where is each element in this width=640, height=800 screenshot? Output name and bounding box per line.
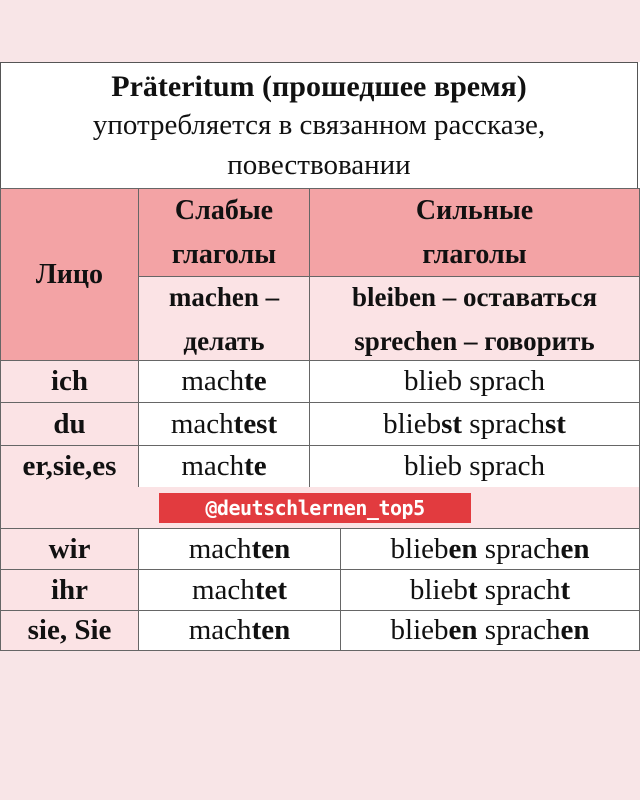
strong-form-cell	[340, 569, 640, 611]
strong2-ending: t	[560, 573, 571, 606]
strong2-stem: sprach	[484, 614, 561, 646]
strong2-ending: en	[560, 532, 590, 565]
person-label: er,sie,es	[22, 450, 117, 482]
strong-form	[404, 450, 545, 483]
person-label: wir	[48, 532, 91, 565]
strong2-stem: sprach	[469, 450, 545, 482]
weak-form	[189, 533, 290, 566]
header-weak	[138, 188, 310, 277]
strong-form	[391, 533, 590, 566]
strong-example-line2: sprechen – говорить	[354, 325, 595, 356]
weak-example-line1: machen –	[168, 281, 280, 312]
person-cell	[0, 528, 139, 570]
weak-stem: mach	[181, 450, 245, 482]
strong2-ending: en	[560, 614, 590, 646]
header-strong-example	[309, 276, 640, 361]
person-cell	[0, 569, 139, 611]
weak-ending: test	[233, 407, 278, 440]
subtitle-line-2: повествовании	[227, 149, 411, 181]
strong1-stem: blieb	[404, 450, 463, 482]
strong2-stem: sprach	[469, 365, 545, 397]
weak-form	[181, 365, 266, 398]
title-box	[0, 62, 638, 189]
page-title: Präteritum (прошедшее время)	[111, 70, 527, 103]
weak-stem: mach	[192, 573, 255, 606]
strong-form-cell	[340, 610, 640, 651]
person-label: ihr	[50, 573, 89, 606]
person-cell	[0, 445, 139, 488]
header-strong-line1: Сильные	[415, 194, 534, 226]
header-person-label: Лицо	[35, 258, 104, 290]
strong-form-cell	[309, 445, 640, 488]
strong2-stem: sprach	[484, 573, 561, 606]
person-cell	[0, 360, 139, 403]
header-weak-example	[138, 276, 310, 361]
strong-form-cell	[340, 528, 640, 570]
header-weak-line1: Слабые	[174, 194, 274, 226]
strong1-ending: t	[467, 573, 478, 606]
person-cell	[0, 610, 139, 651]
strong1-stem: blieb	[404, 365, 463, 397]
header-person	[0, 188, 139, 361]
strong1-stem: blieb	[409, 573, 468, 606]
weak-form-cell	[138, 610, 341, 651]
weak-form	[189, 614, 290, 647]
strong-form-cell	[309, 402, 640, 446]
weak-form-cell	[138, 569, 341, 611]
subtitle-line-1: употребляется в связанном рассказе,	[92, 109, 546, 141]
header-weak-line2: глаголы	[171, 238, 277, 270]
strong2-ending: st	[544, 407, 566, 440]
strong-example-line1: bleiben – оставаться	[351, 281, 598, 312]
weak-ending: ten	[251, 614, 291, 646]
strong-form	[391, 614, 590, 647]
weak-form-cell	[138, 445, 310, 488]
weak-form	[171, 408, 277, 441]
strong-form	[404, 365, 545, 398]
weak-stem: mach	[188, 614, 252, 646]
strong1-ending: en	[448, 614, 478, 646]
strong1-stem: blieb	[390, 614, 449, 646]
strong2-stem: sprach	[469, 407, 545, 440]
weak-ending: tet	[254, 573, 287, 606]
strong-form	[410, 574, 570, 607]
weak-stem: mach	[181, 365, 245, 397]
person-label: du	[53, 407, 86, 440]
weak-form-cell	[138, 360, 310, 403]
person-cell	[0, 402, 139, 446]
weak-ending: te	[244, 365, 267, 397]
strong1-stem: blieb	[390, 532, 449, 565]
weak-form-cell	[138, 402, 310, 446]
header-strong	[309, 188, 640, 277]
weak-example-line2: делать	[183, 325, 265, 356]
weak-form	[192, 574, 287, 607]
strong1-ending: en	[448, 532, 478, 565]
strong-form-cell	[309, 360, 640, 403]
strong1-ending: st	[441, 407, 463, 440]
header-strong-line2: глаголы	[422, 238, 527, 270]
weak-ending: te	[244, 450, 267, 482]
strong2-stem: sprach	[484, 532, 561, 565]
weak-stem: mach	[188, 532, 252, 565]
weak-ending: ten	[251, 532, 291, 565]
weak-stem: mach	[170, 407, 234, 440]
watermark-label: @deutschlernen_top5	[159, 493, 471, 523]
person-label: sie, Sie	[27, 614, 112, 646]
strong-form	[383, 408, 566, 441]
weak-form-cell	[138, 528, 341, 570]
person-label: ich	[50, 365, 89, 397]
weak-form	[181, 450, 266, 483]
strong1-stem: blieb	[383, 407, 442, 440]
